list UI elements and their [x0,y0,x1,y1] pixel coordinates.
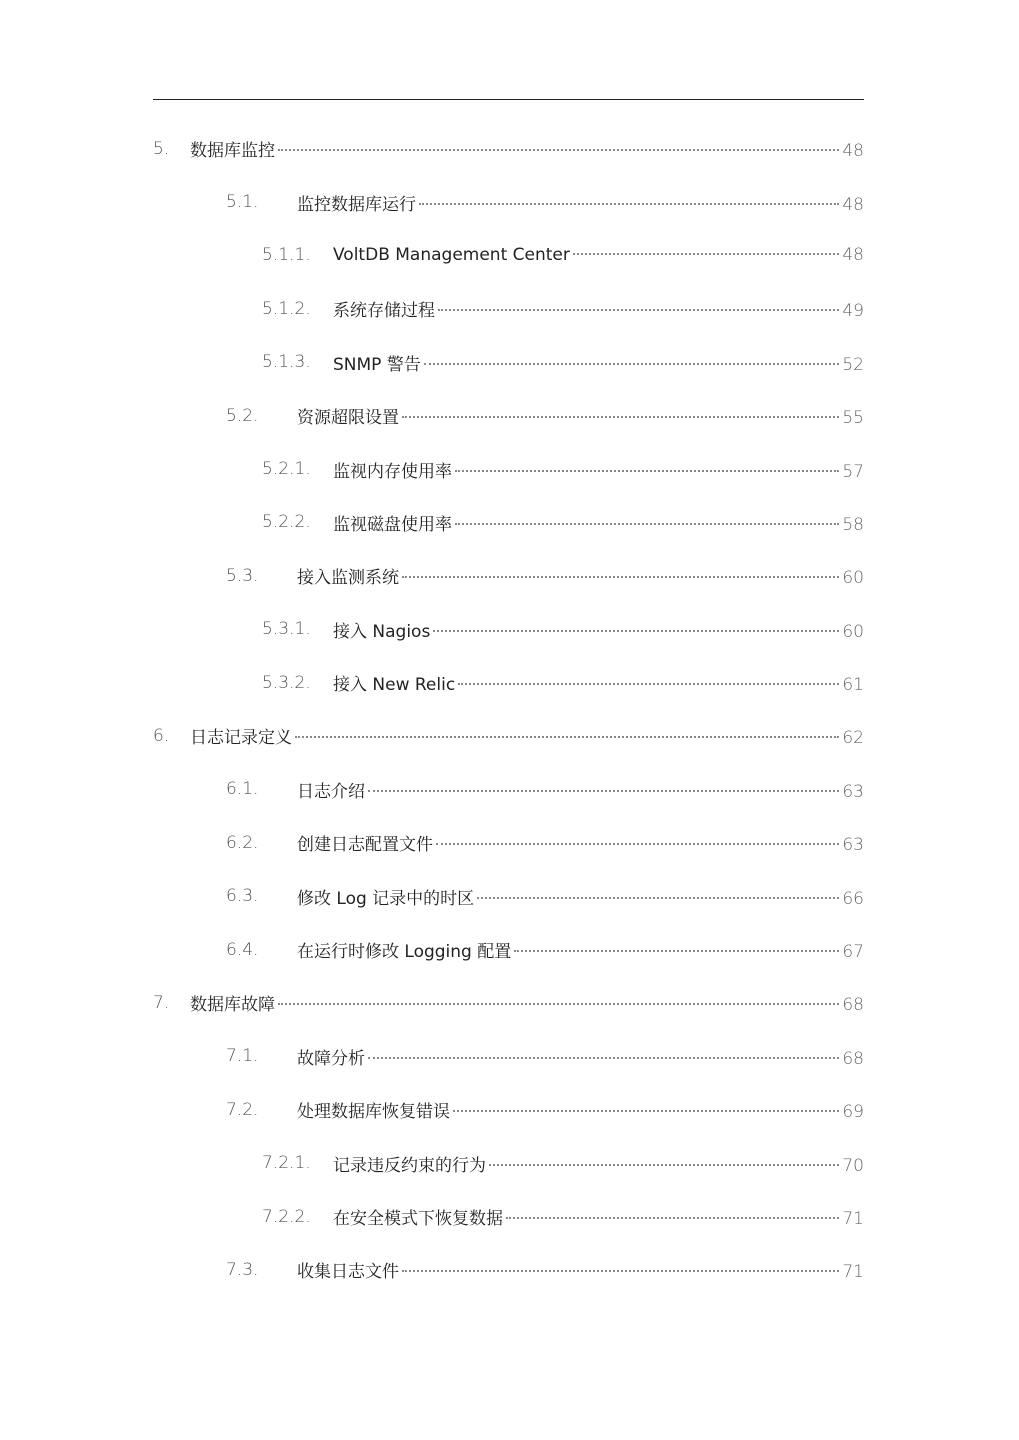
dot-leader [433,630,839,632]
toc-entry-line [190,723,864,748]
toc-entry-title[interactable]: SNMP 警告 [333,354,421,375]
toc-entry-line [333,1151,864,1176]
toc-entry-number: 5.1.1. [262,245,311,266]
toc-entry-page-number: 49 [842,301,864,322]
toc-entry[interactable] [0,1136,1019,1189]
dot-leader [438,309,839,311]
toc-entry[interactable] [0,389,1019,442]
toc-entry-title[interactable]: 监视磁盘使用率 [333,514,452,535]
toc-entry-number: 6.2. [226,832,259,853]
toc-entry-title[interactable]: 资源超限设置 [297,408,399,429]
toc-entry-number: 5.1. [226,192,259,213]
toc-entry-line [297,1044,864,1069]
toc-entry-title[interactable]: 处理数据库恢复错误 [297,1102,450,1123]
toc-entry-number: 7.2.1. [262,1153,311,1174]
toc-entry[interactable] [0,549,1019,602]
toc-entry-page-number: 52 [842,354,864,375]
toc-entry[interactable] [0,976,1019,1029]
toc-entry-page-number: 68 [842,1048,864,1069]
toc-entry-page-number: 62 [842,728,864,749]
toc-entry[interactable] [0,709,1019,762]
dot-leader [514,950,839,952]
toc-entry-title[interactable]: 在运行时修改 Logging 配置 [297,942,512,963]
toc-entry-title[interactable]: 接入监测系统 [297,568,399,589]
dot-leader [455,470,839,472]
toc-entry-line [297,884,864,909]
dot-leader [436,843,839,845]
toc-entry[interactable] [0,869,1019,922]
toc-entry-line [297,190,864,215]
toc-entry[interactable] [0,763,1019,816]
toc-entry-number: 7.2. [226,1099,259,1120]
toc-entry-number: 5.1.2. [262,298,311,319]
toc-entry-page-number: 55 [842,408,864,429]
dot-leader [402,416,839,418]
toc-entry-page-number: 48 [842,245,864,266]
toc-entry-page-number: 57 [842,461,864,482]
dot-leader [424,363,840,365]
dot-leader [368,1057,839,1059]
toc-entry-number: 6.4. [226,939,259,960]
toc-entry-number: 7. [153,992,170,1013]
toc-entry-line [333,510,864,535]
toc-entry[interactable] [0,229,1019,282]
toc-entry-line [297,830,864,855]
toc-entry[interactable] [0,603,1019,656]
dot-leader [573,253,839,255]
toc-entry-title[interactable]: 在安全模式下恢复数据 [333,1209,503,1229]
toc-entry[interactable] [0,1243,1019,1296]
toc-entry[interactable] [0,282,1019,335]
dot-leader [368,790,839,792]
toc-entry-number: 6.1. [226,779,259,800]
dot-leader [419,203,839,205]
toc-entry-line [190,990,864,1015]
toc-entry[interactable] [0,1083,1019,1136]
toc-entry-line [297,563,864,588]
toc-entry[interactable] [0,816,1019,869]
toc-entry-line [297,777,864,802]
toc-entry-title[interactable]: 日志介绍 [297,781,365,802]
toc-entry-title[interactable]: 监控数据库运行 [297,194,416,215]
toc-entry-title[interactable]: 接入 Nagios [333,621,431,642]
toc-entry-line [333,245,864,265]
toc-entry[interactable] [0,1190,1019,1243]
toc-entry-page-number: 61 [842,675,864,696]
toc-entry-line [333,670,864,695]
toc-entry-line [297,1097,864,1122]
toc-entry-page-number: 68 [842,995,864,1016]
toc-entry-page-number: 67 [842,942,864,963]
toc-entry-page-number: 58 [842,514,864,535]
toc-entry[interactable] [0,923,1019,976]
toc-entry-line [297,403,864,428]
toc-entry-title[interactable]: 监视内存使用率 [333,461,452,482]
toc-entry-number: 5.2. [226,405,259,426]
toc-entry-number: 6.3. [226,886,259,907]
toc-entry-number: 7.1. [226,1046,259,1067]
toc-entry-line [297,937,864,962]
toc-entry-number: 5.3.2. [262,672,311,693]
toc-entry-number: 6. [153,725,170,746]
toc-entry-title[interactable]: 记录违反约束的行为 [333,1155,486,1176]
toc-entry[interactable] [0,496,1019,549]
dot-leader [477,897,839,899]
toc-entry[interactable] [0,122,1019,175]
toc-entry-page-number: 71 [842,1262,864,1283]
toc-entry-page-number: 48 [842,141,864,162]
toc-entry-title[interactable]: 数据库监控 [190,141,275,162]
toc-entry-title[interactable]: 接入 New Relic [333,675,456,696]
dot-leader [506,1217,839,1219]
toc-entry-number: 5. [153,138,170,159]
toc-entry-number: 7.2.2. [262,1206,311,1227]
toc-entry-title[interactable]: 创建日志配置文件 [297,835,433,856]
toc-entry-title[interactable]: 日志记录定义 [190,728,292,749]
dot-leader [458,683,839,685]
dot-leader [278,149,839,151]
toc-entry-title[interactable]: 数据库故障 [190,995,275,1016]
dot-leader [295,736,839,738]
toc-entry-line [333,350,864,375]
toc-entry-title[interactable]: 收集日志文件 [297,1262,399,1283]
toc-entry-title[interactable]: 修改 Log 记录中的时区 [297,888,475,909]
toc-entry[interactable] [0,1030,1019,1083]
toc-entry-title[interactable]: 系统存储过程 [333,301,435,322]
toc-entry-page-number: 69 [842,1102,864,1123]
toc-entry-page-number: 60 [842,568,864,589]
toc-entry-line [297,1257,864,1282]
toc-entry-number: 5.3. [226,565,259,586]
toc-entry-page-number: 63 [842,835,864,856]
dot-leader [402,1270,839,1272]
toc-entry[interactable] [0,175,1019,228]
dot-leader [455,523,839,525]
toc-entry-number: 5.3.1. [262,619,311,640]
toc-entry-line [190,136,864,161]
toc-entry-page-number: 48 [842,194,864,215]
toc-entry-title[interactable]: VoltDB Management Center [333,245,570,266]
toc-entry-line [333,617,864,642]
toc-entry-page-number: 66 [842,888,864,909]
header-rule [153,99,864,100]
toc-entry-line [333,1204,864,1229]
toc-entry-number: 5.2.2. [262,512,311,533]
toc-entry-number: 5.1.3. [262,352,311,373]
dot-leader [489,1164,839,1166]
toc-entry-line [333,296,864,321]
table-of-contents [0,122,1019,1297]
toc-entry-page-number: 60 [842,621,864,642]
toc-entry-number: 7.3. [226,1259,259,1280]
toc-entry[interactable] [0,442,1019,495]
toc-entry[interactable] [0,336,1019,389]
toc-entry-title[interactable]: 故障分析 [297,1048,365,1069]
toc-entry-page-number: 63 [842,781,864,802]
dot-leader [453,1110,839,1112]
toc-entry[interactable] [0,656,1019,709]
toc-entry-page-number: 70 [842,1155,864,1176]
dot-leader [278,1003,839,1005]
toc-entry-page-number: 71 [842,1209,864,1229]
toc-entry-line [333,457,864,482]
dot-leader [402,576,839,578]
toc-entry-number: 5.2.1. [262,459,311,480]
